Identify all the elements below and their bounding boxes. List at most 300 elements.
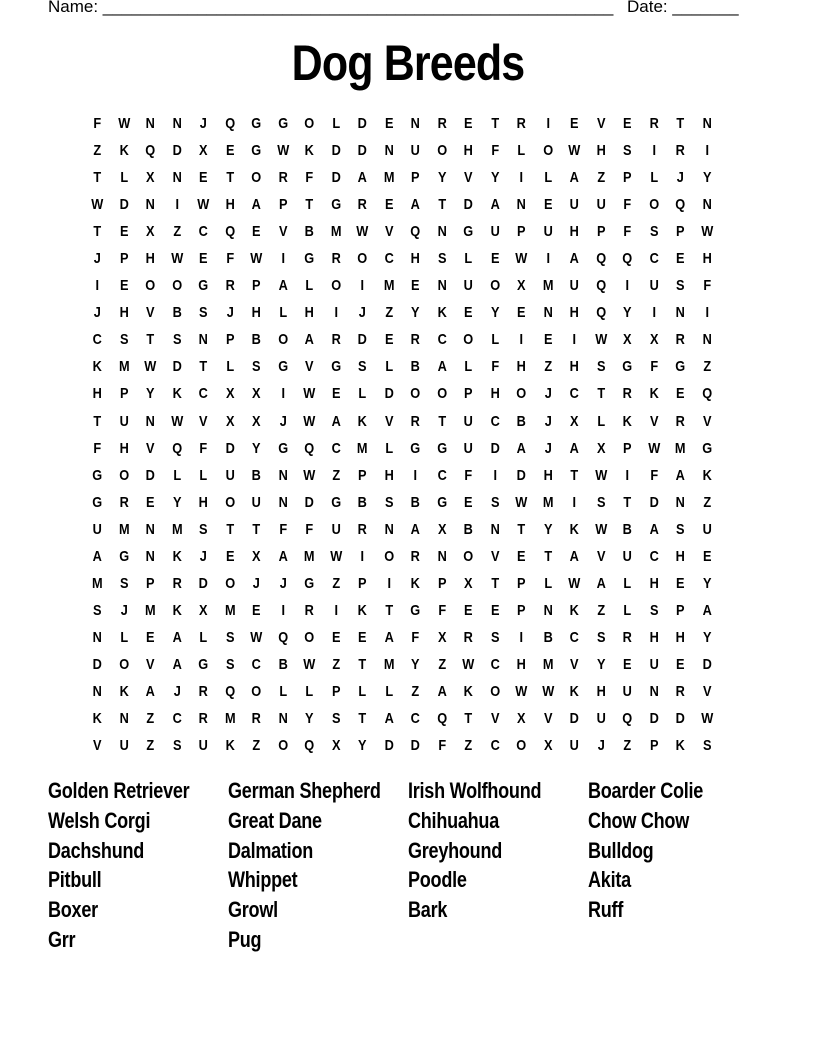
grid-letter[interactable]: K: [622, 412, 632, 430]
grid-letter[interactable]: I: [519, 628, 524, 646]
grid-letter[interactable]: Z: [411, 683, 420, 700]
grid-letter[interactable]: Y: [622, 304, 632, 322]
grid-letter[interactable]: L: [199, 628, 208, 646]
grid-letter[interactable]: D: [331, 142, 341, 160]
grid-letter[interactable]: Z: [252, 737, 261, 755]
grid-letter[interactable]: N: [543, 601, 553, 619]
grid-letter[interactable]: X: [516, 277, 526, 295]
grid-letter[interactable]: R: [516, 115, 526, 133]
grid-letter[interactable]: O: [489, 683, 500, 700]
grid-letter[interactable]: K: [463, 683, 473, 700]
grid-letter[interactable]: L: [172, 466, 181, 484]
grid-letter[interactable]: P: [649, 737, 658, 755]
grid-letter[interactable]: J: [676, 169, 684, 187]
grid-letter[interactable]: N: [172, 115, 182, 133]
grid-letter[interactable]: Z: [146, 737, 155, 755]
grid-letter[interactable]: M: [91, 574, 103, 592]
grid-letter[interactable]: I: [625, 466, 630, 484]
grid-letter[interactable]: W: [91, 196, 104, 214]
grid-letter[interactable]: P: [357, 574, 367, 592]
grid-letter[interactable]: U: [702, 520, 712, 538]
grid-letter[interactable]: Z: [172, 223, 181, 241]
grid-letter[interactable]: X: [251, 385, 261, 403]
grid-letter[interactable]: P: [357, 466, 367, 484]
grid-letter[interactable]: F: [199, 439, 208, 457]
grid-letter[interactable]: N: [198, 331, 208, 349]
grid-letter[interactable]: B: [357, 493, 367, 511]
grid-letter[interactable]: W: [329, 547, 342, 565]
grid-letter[interactable]: G: [701, 439, 712, 457]
grid-letter[interactable]: I: [704, 304, 709, 322]
grid-letter[interactable]: C: [172, 710, 182, 728]
grid-letter[interactable]: U: [569, 277, 579, 295]
grid-letter[interactable]: O: [410, 385, 421, 403]
grid-letter[interactable]: M: [383, 655, 395, 673]
grid-letter[interactable]: I: [625, 277, 630, 295]
grid-letter[interactable]: J: [199, 547, 207, 565]
grid-letter[interactable]: W: [700, 223, 713, 241]
grid-letter[interactable]: V: [384, 412, 393, 430]
grid-letter[interactable]: H: [569, 304, 579, 322]
grid-letter[interactable]: A: [702, 601, 712, 619]
grid-letter[interactable]: D: [675, 710, 685, 728]
grid-letter[interactable]: B: [278, 655, 288, 673]
grid-letter[interactable]: S: [119, 331, 128, 349]
grid-letter[interactable]: K: [172, 547, 182, 565]
grid-letter[interactable]: X: [622, 331, 632, 349]
grid-letter[interactable]: T: [225, 520, 234, 538]
grid-letter[interactable]: U: [543, 223, 553, 241]
grid-letter[interactable]: Q: [224, 115, 235, 133]
grid-letter[interactable]: V: [463, 169, 473, 187]
grid-letter[interactable]: X: [516, 710, 526, 728]
grid-letter[interactable]: Q: [622, 250, 633, 268]
grid-letter[interactable]: O: [436, 385, 447, 403]
grid-letter[interactable]: D: [384, 385, 394, 403]
grid-letter[interactable]: H: [675, 628, 685, 646]
grid-letter[interactable]: G: [410, 601, 421, 619]
grid-letter[interactable]: I: [174, 196, 179, 214]
grid-letter[interactable]: Y: [596, 655, 605, 673]
grid-letter[interactable]: A: [569, 439, 579, 457]
grid-letter[interactable]: N: [172, 169, 182, 187]
grid-letter[interactable]: J: [597, 737, 605, 755]
grid-letter[interactable]: O: [542, 142, 553, 160]
grid-letter[interactable]: A: [384, 628, 394, 646]
grid-letter[interactable]: C: [490, 412, 500, 430]
grid-letter[interactable]: K: [569, 520, 579, 538]
grid-letter[interactable]: P: [119, 250, 128, 268]
grid-letter[interactable]: V: [145, 304, 155, 322]
grid-letter[interactable]: O: [118, 466, 129, 484]
grid-letter[interactable]: S: [596, 493, 605, 511]
grid-letter[interactable]: N: [702, 196, 712, 214]
grid-letter[interactable]: D: [649, 493, 659, 511]
grid-letter[interactable]: L: [517, 142, 526, 160]
grid-letter[interactable]: N: [702, 115, 712, 133]
grid-letter[interactable]: W: [303, 655, 316, 673]
grid-letter[interactable]: Z: [384, 304, 393, 322]
grid-letter[interactable]: N: [145, 115, 155, 133]
grid-letter[interactable]: F: [225, 250, 234, 268]
grid-letter[interactable]: D: [384, 737, 394, 755]
grid-letter[interactable]: S: [225, 655, 234, 673]
grid-letter[interactable]: M: [542, 655, 554, 673]
grid-letter[interactable]: Z: [702, 493, 711, 511]
grid-letter[interactable]: D: [225, 439, 235, 457]
grid-letter[interactable]: W: [303, 385, 316, 403]
grid-letter[interactable]: Y: [410, 304, 420, 322]
grid-letter[interactable]: H: [543, 466, 553, 484]
grid-letter[interactable]: O: [224, 493, 235, 511]
grid-letter[interactable]: E: [543, 331, 552, 349]
grid-letter[interactable]: A: [251, 196, 261, 214]
grid-letter[interactable]: T: [623, 493, 632, 511]
grid-letter[interactable]: D: [198, 574, 208, 592]
grid-letter[interactable]: D: [410, 737, 420, 755]
grid-letter[interactable]: K: [92, 358, 102, 376]
grid-letter[interactable]: H: [225, 196, 235, 214]
grid-letter[interactable]: Z: [543, 358, 552, 376]
grid-letter[interactable]: L: [464, 358, 473, 376]
grid-letter[interactable]: G: [410, 439, 421, 457]
grid-letter[interactable]: E: [490, 601, 499, 619]
grid-letter[interactable]: Z: [464, 737, 473, 755]
grid-letter[interactable]: O: [648, 196, 659, 214]
grid-letter[interactable]: O: [516, 385, 527, 403]
grid-letter[interactable]: D: [357, 331, 367, 349]
grid-letter[interactable]: Q: [224, 223, 235, 241]
grid-letter[interactable]: O: [224, 574, 235, 592]
grid-letter[interactable]: Y: [702, 169, 711, 187]
grid-letter[interactable]: K: [569, 683, 579, 700]
grid-letter[interactable]: L: [225, 358, 234, 376]
grid-letter[interactable]: G: [436, 439, 447, 457]
grid-letter[interactable]: S: [596, 358, 605, 376]
grid-letter[interactable]: R: [437, 115, 447, 133]
grid-letter[interactable]: S: [702, 737, 711, 755]
grid-letter[interactable]: O: [251, 169, 262, 187]
grid-letter[interactable]: Y: [251, 439, 261, 457]
grid-letter[interactable]: W: [303, 412, 316, 430]
grid-letter[interactable]: J: [279, 412, 287, 430]
grid-letter[interactable]: G: [330, 493, 341, 511]
grid-letter[interactable]: L: [331, 115, 340, 133]
grid-letter[interactable]: E: [675, 574, 685, 592]
grid-letter[interactable]: T: [490, 574, 499, 592]
grid-letter[interactable]: U: [649, 277, 659, 295]
grid-letter[interactable]: N: [702, 331, 712, 349]
grid-letter[interactable]: H: [490, 385, 500, 403]
grid-letter[interactable]: E: [543, 196, 552, 214]
grid-letter[interactable]: B: [410, 358, 420, 376]
grid-letter[interactable]: N: [649, 683, 659, 700]
grid-letter[interactable]: U: [225, 466, 235, 484]
grid-letter[interactable]: Q: [595, 277, 606, 295]
grid-letter[interactable]: N: [92, 628, 102, 646]
grid-letter[interactable]: M: [330, 223, 342, 241]
grid-letter[interactable]: N: [278, 466, 288, 484]
grid-letter[interactable]: U: [119, 737, 129, 755]
grid-letter[interactable]: Q: [277, 628, 288, 646]
grid-letter[interactable]: J: [226, 304, 234, 322]
grid-letter[interactable]: F: [305, 169, 314, 187]
grid-letter[interactable]: N: [675, 493, 685, 511]
grid-letter[interactable]: C: [198, 385, 208, 403]
grid-letter[interactable]: B: [543, 628, 553, 646]
grid-letter[interactable]: C: [437, 466, 447, 484]
grid-letter[interactable]: N: [437, 547, 447, 565]
grid-letter[interactable]: H: [675, 547, 685, 565]
grid-letter[interactable]: Z: [596, 169, 605, 187]
grid-letter[interactable]: X: [463, 574, 473, 592]
grid-letter[interactable]: T: [305, 196, 314, 214]
grid-letter[interactable]: G: [198, 277, 209, 295]
grid-letter[interactable]: P: [463, 385, 473, 403]
grid-letter[interactable]: Q: [145, 142, 156, 160]
grid-letter[interactable]: A: [437, 358, 447, 376]
grid-letter[interactable]: Q: [304, 737, 315, 755]
grid-letter[interactable]: X: [198, 601, 208, 619]
grid-letter[interactable]: D: [357, 142, 367, 160]
grid-letter[interactable]: H: [119, 304, 129, 322]
grid-letter[interactable]: F: [649, 358, 658, 376]
grid-letter[interactable]: Z: [331, 466, 340, 484]
grid-letter[interactable]: R: [225, 277, 235, 295]
grid-letter[interactable]: L: [384, 683, 393, 700]
grid-letter[interactable]: A: [172, 628, 182, 646]
grid-letter[interactable]: R: [410, 331, 420, 349]
grid-letter[interactable]: E: [198, 250, 208, 268]
grid-letter[interactable]: N: [543, 304, 553, 322]
grid-letter[interactable]: E: [357, 628, 367, 646]
grid-letter[interactable]: A: [357, 169, 367, 187]
grid-letter[interactable]: Y: [543, 520, 552, 538]
grid-letter[interactable]: Q: [171, 439, 182, 457]
grid-letter[interactable]: Y: [702, 574, 711, 592]
grid-letter[interactable]: L: [358, 683, 367, 700]
grid-letter[interactable]: Q: [595, 250, 606, 268]
grid-letter[interactable]: N: [410, 115, 420, 133]
grid-letter[interactable]: M: [542, 277, 554, 295]
grid-letter[interactable]: W: [197, 196, 210, 214]
grid-letter[interactable]: L: [649, 169, 658, 187]
grid-letter[interactable]: H: [516, 655, 526, 673]
grid-letter[interactable]: X: [225, 385, 234, 403]
grid-letter[interactable]: I: [572, 331, 577, 349]
grid-letter[interactable]: L: [490, 331, 499, 349]
grid-letter[interactable]: W: [594, 331, 607, 349]
grid-letter[interactable]: H: [119, 439, 129, 457]
grid-letter[interactable]: D: [649, 710, 659, 728]
grid-letter[interactable]: F: [464, 466, 473, 484]
grid-letter[interactable]: P: [675, 223, 685, 241]
grid-letter[interactable]: K: [92, 710, 102, 728]
grid-letter[interactable]: U: [622, 547, 632, 565]
grid-letter[interactable]: P: [251, 277, 261, 295]
grid-letter[interactable]: K: [172, 385, 182, 403]
grid-letter[interactable]: Y: [357, 737, 367, 755]
grid-letter[interactable]: N: [437, 223, 447, 241]
grid-letter[interactable]: K: [172, 601, 182, 619]
grid-letter[interactable]: Q: [595, 304, 606, 322]
grid-letter[interactable]: D: [463, 196, 473, 214]
grid-letter[interactable]: X: [437, 520, 446, 538]
grid-letter[interactable]: E: [225, 547, 234, 565]
grid-letter[interactable]: Y: [172, 493, 181, 511]
grid-letter[interactable]: T: [93, 412, 102, 430]
grid-letter[interactable]: V: [278, 223, 287, 241]
grid-letter[interactable]: L: [305, 683, 314, 700]
grid-letter[interactable]: E: [622, 115, 632, 133]
grid-letter[interactable]: P: [516, 601, 526, 619]
grid-letter[interactable]: W: [356, 223, 369, 241]
grid-letter[interactable]: T: [437, 412, 446, 430]
grid-letter[interactable]: S: [357, 358, 367, 376]
grid-letter[interactable]: C: [490, 737, 500, 755]
grid-letter[interactable]: H: [463, 142, 473, 160]
grid-letter[interactable]: O: [357, 250, 368, 268]
grid-letter[interactable]: H: [198, 493, 208, 511]
grid-letter[interactable]: N: [278, 493, 288, 511]
grid-letter[interactable]: S: [331, 710, 340, 728]
grid-letter[interactable]: C: [331, 439, 341, 457]
grid-letter[interactable]: R: [675, 683, 685, 700]
grid-letter[interactable]: V: [304, 358, 314, 376]
grid-letter[interactable]: M: [303, 547, 315, 565]
grid-letter[interactable]: F: [93, 115, 102, 133]
grid-letter[interactable]: U: [596, 196, 606, 214]
grid-letter[interactable]: L: [543, 574, 552, 592]
grid-letter[interactable]: U: [596, 710, 606, 728]
grid-letter[interactable]: P: [596, 223, 605, 241]
grid-letter[interactable]: S: [490, 628, 499, 646]
grid-letter[interactable]: L: [623, 601, 632, 619]
grid-letter[interactable]: B: [251, 466, 261, 484]
grid-letter[interactable]: L: [119, 628, 128, 646]
grid-letter[interactable]: G: [251, 142, 262, 160]
grid-letter[interactable]: A: [384, 710, 394, 728]
grid-letter[interactable]: L: [278, 304, 287, 322]
grid-letter[interactable]: E: [516, 304, 526, 322]
grid-letter[interactable]: U: [463, 277, 473, 295]
grid-letter[interactable]: P: [145, 574, 155, 592]
grid-letter[interactable]: Z: [93, 142, 102, 160]
grid-letter[interactable]: U: [119, 412, 129, 430]
grid-letter[interactable]: L: [464, 250, 473, 268]
grid-letter[interactable]: V: [490, 710, 499, 728]
grid-letter[interactable]: D: [516, 466, 526, 484]
grid-letter[interactable]: S: [622, 142, 632, 160]
grid-letter[interactable]: E: [119, 277, 128, 295]
grid-letter[interactable]: K: [569, 601, 579, 619]
grid-letter[interactable]: M: [383, 169, 395, 187]
grid-letter[interactable]: V: [702, 683, 711, 700]
grid-letter[interactable]: U: [490, 223, 500, 241]
grid-letter[interactable]: R: [304, 601, 314, 619]
grid-letter[interactable]: P: [622, 439, 632, 457]
grid-letter[interactable]: J: [544, 439, 552, 457]
grid-letter[interactable]: O: [304, 628, 315, 646]
grid-letter[interactable]: E: [516, 547, 526, 565]
grid-letter[interactable]: M: [542, 493, 554, 511]
grid-letter[interactable]: E: [490, 250, 499, 268]
grid-letter[interactable]: C: [92, 331, 102, 349]
grid-letter[interactable]: I: [704, 142, 709, 160]
grid-letter[interactable]: Y: [410, 655, 420, 673]
grid-letter[interactable]: N: [516, 196, 526, 214]
grid-letter[interactable]: L: [278, 683, 287, 700]
grid-letter[interactable]: N: [384, 520, 394, 538]
grid-letter[interactable]: G: [277, 358, 288, 376]
grid-letter[interactable]: L: [384, 439, 393, 457]
grid-letter[interactable]: C: [410, 710, 420, 728]
grid-letter[interactable]: T: [384, 601, 393, 619]
grid-letter[interactable]: W: [117, 115, 130, 133]
grid-letter[interactable]: B: [622, 520, 632, 538]
grid-letter[interactable]: U: [198, 737, 208, 755]
grid-letter[interactable]: Q: [224, 683, 235, 700]
grid-letter[interactable]: B: [172, 304, 182, 322]
grid-letter[interactable]: I: [386, 574, 391, 592]
grid-letter[interactable]: T: [146, 331, 155, 349]
grid-letter[interactable]: G: [277, 115, 288, 133]
grid-letter[interactable]: U: [649, 655, 659, 673]
grid-letter[interactable]: K: [649, 385, 659, 403]
grid-letter[interactable]: O: [145, 277, 156, 295]
grid-letter[interactable]: R: [622, 628, 632, 646]
grid-letter[interactable]: U: [622, 683, 632, 700]
grid-letter[interactable]: C: [198, 223, 208, 241]
grid-letter[interactable]: N: [675, 304, 685, 322]
grid-letter[interactable]: M: [144, 601, 156, 619]
grid-letter[interactable]: G: [330, 358, 341, 376]
grid-letter[interactable]: X: [145, 223, 155, 241]
grid-letter[interactable]: S: [172, 737, 181, 755]
grid-letter[interactable]: W: [647, 439, 660, 457]
grid-letter[interactable]: Y: [304, 710, 314, 728]
grid-letter[interactable]: D: [145, 466, 155, 484]
grid-letter[interactable]: I: [360, 547, 365, 565]
grid-letter[interactable]: V: [543, 710, 552, 728]
grid-letter[interactable]: I: [519, 169, 524, 187]
grid-letter[interactable]: K: [675, 737, 685, 755]
grid-letter[interactable]: W: [594, 466, 607, 484]
grid-letter[interactable]: L: [623, 574, 632, 592]
grid-letter[interactable]: E: [622, 655, 632, 673]
grid-letter[interactable]: C: [490, 655, 500, 673]
grid-letter[interactable]: C: [437, 331, 447, 349]
grid-letter[interactable]: Q: [701, 385, 712, 403]
grid-letter[interactable]: M: [674, 439, 686, 457]
grid-letter[interactable]: N: [384, 142, 394, 160]
grid-letter[interactable]: E: [463, 115, 473, 133]
grid-letter[interactable]: V: [596, 115, 605, 133]
grid-letter[interactable]: H: [304, 304, 314, 322]
grid-letter[interactable]: H: [649, 628, 659, 646]
grid-letter[interactable]: L: [543, 169, 552, 187]
grid-letter[interactable]: Y: [490, 169, 499, 187]
grid-letter[interactable]: W: [462, 655, 475, 673]
grid-letter[interactable]: W: [568, 574, 581, 592]
grid-letter[interactable]: E: [702, 547, 711, 565]
grid-letter[interactable]: W: [515, 493, 528, 511]
grid-letter[interactable]: H: [92, 385, 102, 403]
grid-letter[interactable]: N: [119, 710, 129, 728]
grid-letter[interactable]: C: [649, 250, 659, 268]
grid-letter[interactable]: Z: [702, 358, 711, 376]
grid-letter[interactable]: U: [410, 142, 420, 160]
